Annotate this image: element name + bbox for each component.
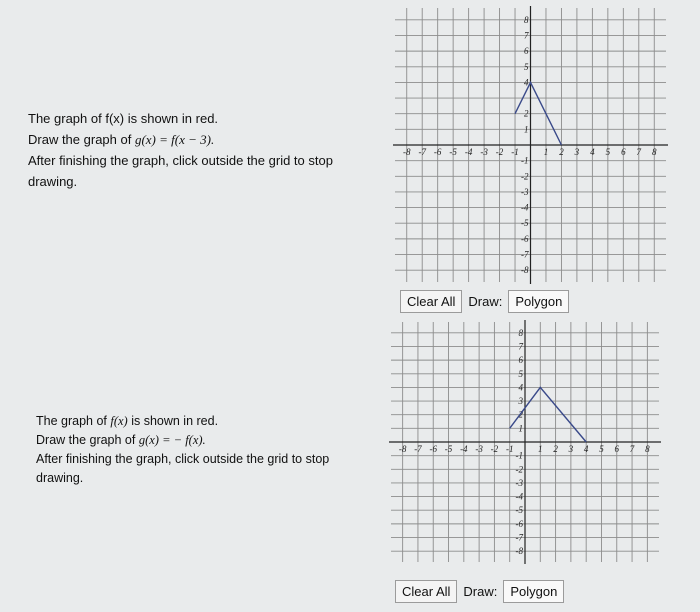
- problem-2-instructions: [36, 412, 386, 488]
- x-tick-label: -5: [449, 147, 457, 157]
- y-tick-label: 2: [518, 409, 523, 420]
- x-tick-label: 7: [629, 444, 635, 454]
- problem-1-instructions: [28, 108, 388, 192]
- x-tick-label: 8: [652, 147, 657, 157]
- y-tick-label: 6: [524, 46, 529, 57]
- x-tick-label: 4: [590, 147, 595, 157]
- instruction-line-1-prefix: The graph of: [36, 414, 111, 428]
- instruction-line-4: drawing.: [36, 471, 84, 485]
- instruction-line-2-prefix: Draw the graph of: [28, 132, 135, 147]
- y-tick-label: 7: [518, 341, 523, 352]
- graph-grid-2[interactable]: [389, 320, 661, 564]
- instruction-line-2-prefix: Draw the graph of: [36, 433, 139, 447]
- x-tick-label: -6: [433, 147, 442, 157]
- y-tick-label: -3: [515, 477, 523, 488]
- y-tick-label: -8: [521, 265, 529, 276]
- y-tick-label: -6: [515, 518, 523, 529]
- instruction-line-2: [28, 129, 388, 150]
- instruction-line-4: drawing.: [28, 174, 78, 189]
- y-tick-label: 2: [524, 108, 529, 119]
- y-tick-label: -3: [521, 186, 529, 197]
- x-tick-label: 3: [568, 444, 574, 454]
- x-tick-label: -8: [402, 147, 411, 157]
- problem-1-toolbar: [400, 290, 569, 313]
- graph-grid-1[interactable]: [393, 6, 668, 284]
- x-tick-label: 5: [599, 444, 604, 454]
- x-tick-label: -5: [444, 444, 453, 454]
- y-tick-label: 1: [518, 423, 523, 434]
- formula-f: f(x): [110, 414, 128, 428]
- clear-all-button[interactable]: Clear All: [400, 290, 462, 313]
- y-tick-label: 5: [524, 61, 529, 72]
- y-tick-label: 8: [518, 327, 523, 338]
- x-tick-label: 2: [553, 444, 558, 454]
- y-tick-label: 5: [518, 368, 523, 379]
- x-tick-label: -3: [475, 444, 483, 454]
- y-tick-label: 7: [524, 30, 529, 41]
- instruction-line-2: [36, 431, 386, 450]
- x-tick-label: 2: [559, 147, 564, 157]
- y-tick-label: -2: [521, 171, 529, 182]
- instruction-line-3: After finishing the graph, click outside the grid to stop: [36, 452, 330, 466]
- y-tick-label: 1: [524, 124, 529, 135]
- y-tick-label: -6: [521, 233, 529, 244]
- y-tick-label: -1: [515, 450, 523, 461]
- x-tick-label: 6: [614, 444, 620, 454]
- y-tick-label: -8: [515, 546, 523, 557]
- x-tick-label: 3: [574, 147, 580, 157]
- x-tick-label: -6: [429, 444, 437, 454]
- y-tick-label: -4: [521, 202, 529, 213]
- y-tick-label: -4: [515, 491, 523, 502]
- x-tick-label: 6: [621, 147, 626, 157]
- coordinate-grid-svg[interactable]: [389, 320, 661, 564]
- x-tick-label: -7: [418, 147, 426, 157]
- x-tick-label: 7: [636, 147, 642, 157]
- formula-g: g(x) = f(x − 3).: [134, 132, 215, 147]
- x-tick-label: -2: [490, 444, 499, 454]
- x-tick-label: -1: [505, 444, 514, 454]
- x-tick-label: -8: [398, 444, 407, 454]
- x-tick-label: 5: [605, 147, 611, 157]
- y-tick-label: -1: [521, 155, 529, 166]
- x-tick-label: -7: [414, 444, 422, 454]
- y-tick-label: 6: [518, 355, 523, 366]
- x-tick-label: -4: [460, 444, 468, 454]
- x-tick-label: -3: [480, 147, 488, 157]
- instruction-line-1: The graph of f(x) is shown in red.: [28, 111, 219, 126]
- instruction-line-1: [36, 412, 386, 431]
- instruction-line-1-suffix: is shown in red.: [127, 414, 219, 428]
- y-tick-label: -2: [515, 464, 523, 475]
- coordinate-grid-svg[interactable]: [393, 6, 668, 284]
- x-tick-label: -2: [495, 147, 504, 157]
- x-tick-label: 4: [583, 444, 589, 454]
- x-tick-label: 1: [543, 147, 549, 157]
- x-tick-label: -4: [464, 147, 473, 157]
- y-tick-label: -5: [515, 505, 523, 516]
- y-tick-label: 3: [518, 396, 523, 407]
- y-tick-label: -7: [515, 532, 523, 543]
- clear-all-button[interactable]: Clear All: [395, 580, 457, 603]
- polygon-mode-button[interactable]: Polygon: [508, 290, 569, 313]
- draw-label: Draw:: [468, 294, 503, 309]
- problem-2-toolbar: [395, 580, 564, 603]
- y-tick-label: 8: [524, 14, 529, 25]
- polygon-mode-button[interactable]: Polygon: [503, 580, 564, 603]
- formula-g: g(x) = − f(x).: [138, 433, 206, 447]
- draw-label: Draw:: [463, 584, 498, 599]
- problem-2-panel: [0, 316, 700, 612]
- x-tick-label: 8: [645, 444, 650, 454]
- y-tick-label: 4: [524, 77, 529, 88]
- y-tick-label: 4: [518, 382, 523, 393]
- y-tick-label: -5: [521, 218, 529, 229]
- x-tick-label: 1: [538, 444, 543, 454]
- x-tick-label: -1: [511, 147, 519, 157]
- instruction-line-3: After finishing the graph, click outside the grid to stop: [28, 153, 333, 168]
- y-tick-label: -7: [521, 249, 529, 260]
